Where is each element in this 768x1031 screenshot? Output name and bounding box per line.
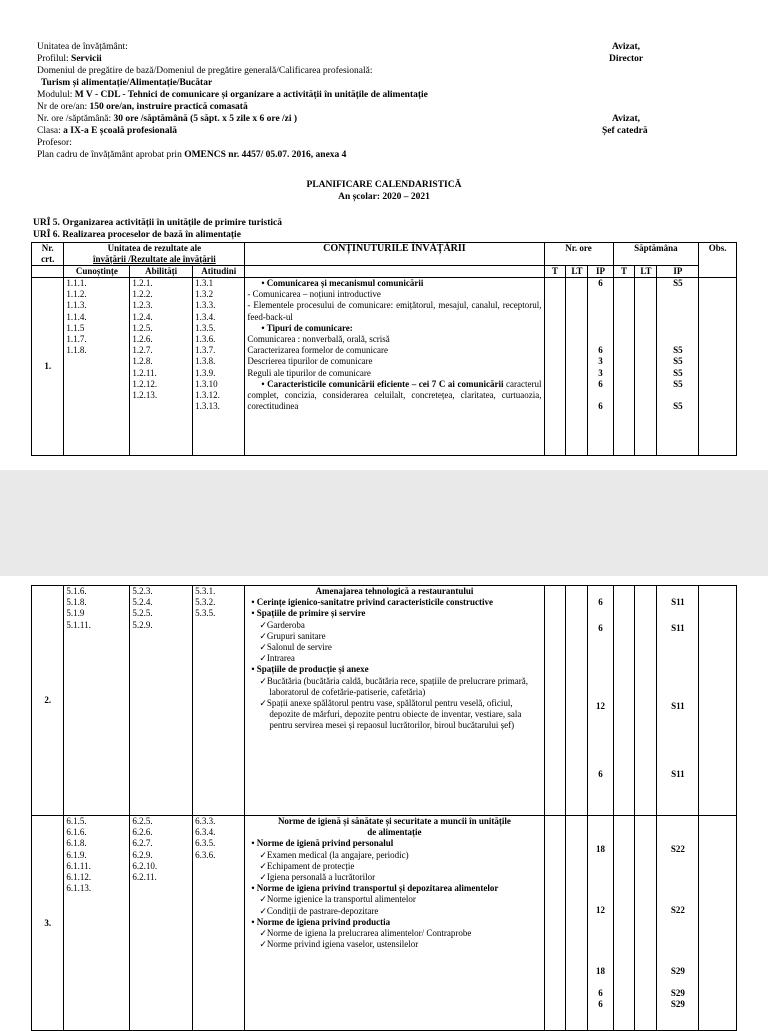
ip-cell (588, 586, 613, 816)
list-item: 6.3.6. (195, 849, 216, 860)
list-item: 6.1.5. (66, 816, 87, 826)
content-item: ✓ Grupuri sanitare (247, 631, 541, 642)
week-value: S5 (673, 401, 683, 412)
list-item: 1.1.7. (66, 334, 87, 345)
ip-value: 6 (598, 597, 603, 607)
list-item: 1.3.5. (195, 322, 216, 333)
row-number: 1. (32, 278, 64, 456)
list-item: 1.3.9. (195, 367, 216, 378)
list-item: 5.3.2. (195, 597, 216, 608)
t-cell (544, 816, 566, 1031)
continuturi-cell (245, 586, 544, 816)
obs-header: Obs. (699, 243, 737, 278)
list-item: 5.2.4. (132, 597, 153, 608)
ore-an-label: Nr de ore/an: (37, 102, 88, 112)
content-heading: • Norme de igiena privind transportul și depozitarea alimentelor (247, 883, 541, 894)
t-week-cell (613, 816, 635, 1031)
list-item: 1.3.4. (195, 311, 216, 322)
list-item: 6.2.11. (132, 872, 157, 883)
director-label: Director (609, 54, 644, 64)
sef-catedra-label: Șef catedră (602, 126, 648, 136)
list-item: 6.2.10. (132, 860, 158, 871)
week-value: S11 (671, 597, 685, 607)
list-item: 6.2.5. (132, 816, 153, 826)
cunostinte-list (64, 586, 130, 816)
list-item: 1.2.7. (132, 345, 153, 356)
profesor-label: Profesor: (37, 138, 72, 148)
list-item: 5.1.8. (66, 597, 87, 608)
list-item: 1.2.1. (132, 278, 153, 288)
list-item: 1.3.2 (195, 289, 214, 300)
clasa-value: a IX-a E școală profesională (63, 126, 177, 136)
content-item: ✓ Bucătăria (bucătăria caldă, bucătăria rece, spațiile de prelucrare primară, laboratorul de cofetărie-patiserie, cafetăria) (247, 676, 541, 698)
obs-cell (699, 278, 737, 456)
content-line: - Comunicarea – noțiuni introductive (247, 289, 381, 300)
content-heading: • Norme de igienă privind personalul (247, 838, 541, 849)
content-heading: • Tipuri de comunicare: (247, 323, 541, 334)
unitatea-label: Unitatea de învățământ: (37, 42, 128, 52)
empty-cell (32, 266, 64, 278)
content-text: caracterul complet, concizia, considerarea celuilalt, concretețea, claritatea, curtuaozia, corectitudinea (247, 378, 542, 412)
ip-value: 3 (598, 367, 603, 378)
content-line: Descrierea tipurilor de comunicare (247, 356, 373, 367)
modul-line (37, 90, 428, 100)
ip-value: 6 (598, 401, 603, 412)
content-item: ✓ Igiena personală a lucrătorilor (247, 872, 541, 883)
week-cell (657, 816, 699, 1031)
list-item: 5.3.1. (195, 586, 216, 596)
t-week-cell (613, 586, 635, 816)
crt-label: crt. (41, 254, 55, 264)
lt-cell (566, 586, 588, 816)
ore-sapt-line (37, 114, 297, 124)
list-item: 1.3.1 (195, 278, 214, 288)
ip-value: 12 (595, 905, 605, 916)
list-item: 5.2.9. (132, 619, 153, 630)
list-item: 1.1.4. (66, 311, 87, 322)
list-item: 5.1.11. (66, 619, 91, 630)
week-value: S11 (671, 701, 685, 712)
list-item: 1.2.12. (132, 378, 158, 389)
list-item: 1.2.6. (132, 334, 153, 345)
nr-crt-header (32, 243, 64, 266)
content-item: ✓ Norme de igiena la prelucrarea alimentelor/ Contraprobe (247, 928, 541, 939)
content-item: ✓ Norme igienice la transportul alimentelor (247, 894, 541, 905)
table-row (32, 816, 737, 1031)
continuturi-cell (245, 816, 544, 1031)
plan-line (37, 150, 346, 160)
lt-header: LT (635, 266, 657, 278)
week-value: S11 (671, 768, 685, 779)
table-row (32, 278, 737, 456)
cunostinte-list (64, 278, 130, 456)
ore-an-value: 150 ore/an, instruire practică comasată (89, 102, 248, 112)
week-value: S5 (673, 356, 683, 367)
list-item: 1.1.1. (66, 278, 87, 288)
ip-value: 6 (598, 623, 603, 634)
list-item: 6.1.9. (66, 849, 87, 860)
atitudini-list (193, 586, 245, 816)
content-heading: • Spațiile de producție și anexe (247, 664, 541, 675)
profil-line (37, 54, 102, 64)
atitudini-list (193, 816, 245, 1031)
list-item: 1.2.13. (132, 390, 158, 401)
list-item: 6.1.13. (66, 883, 92, 894)
ip-header: IP (657, 266, 699, 278)
clasa-line (37, 126, 177, 136)
section-title: Amenajarea tehnologică a restaurantului (315, 586, 474, 596)
plan-label: Plan cadru de învățământ aprobat prin (37, 150, 182, 160)
ore-sapt-label: Nr. ore /săptămână: (37, 114, 112, 124)
content-line: Caracterizarea formelor de comunicare (247, 345, 389, 356)
list-item: 6.2.6. (132, 827, 153, 838)
abilitati-header: Abilități (130, 266, 193, 278)
empty-cell (245, 266, 544, 278)
list-item: 1.2.11. (132, 367, 157, 378)
list-item: 6.2.7. (132, 838, 153, 849)
nr-label: Nr. (41, 243, 54, 253)
week-value: S29 (670, 998, 685, 1009)
list-item: 1.3.6. (195, 334, 216, 345)
list-item: 1.2.3. (132, 300, 153, 311)
ip-value: 6 (598, 278, 603, 288)
school-year: An școlar: 2020 – 2021 (338, 192, 430, 202)
clasa-label: Clasa: (37, 126, 61, 136)
list-item: 6.3.3. (195, 816, 216, 826)
content-item: ✓ Spații anexe spălătorul pentru vase, spălătorul pentru veselă, oficiul, depozite de mărfuri, depozite pentru obiecte de inventar, vestiare, sala pentru servirea mesei și repaosul lucrătorilor, biroul bucătarului șef) (247, 698, 541, 732)
ip-value: 6 (598, 987, 603, 998)
list-item: 6.3.5. (195, 838, 216, 849)
list-item: 1.1.8. (66, 345, 87, 356)
list-item: 1.1.5 (66, 322, 85, 333)
list-item: 6.1.12. (66, 872, 92, 883)
uri6-heading: URÎ 6. Realizarea proceselor de bază în alimentație (33, 230, 241, 240)
ip-value: 6 (598, 998, 603, 1009)
content-line: Comunicarea : nonverbală, orală, scrisă (247, 334, 390, 345)
content-item: ✓ Condiții de pastrare-depozitare (247, 906, 541, 917)
content-line (247, 379, 541, 413)
atitudini-header: Atitudini (193, 266, 245, 278)
list-item: 1.3.13. (195, 401, 220, 412)
modul-value: M V - CDL - Tehnici de comunicare și organizare a activității în unitățile de alimentație (74, 90, 428, 100)
ip-cell (588, 278, 613, 456)
lt-cell (566, 816, 588, 1031)
week-value: S5 (673, 378, 683, 389)
list-item: 5.1.6. (66, 586, 87, 596)
obs-cell (699, 816, 737, 1031)
week-value: S5 (673, 367, 683, 378)
content-item: ✓ Salonul de servire (247, 642, 541, 653)
lt-header: LT (566, 266, 588, 278)
ip-value: 6 (598, 768, 603, 779)
week-cell (657, 586, 699, 816)
list-item: 1.3.12. (195, 390, 220, 401)
table-row (32, 586, 737, 816)
abilitati-list (130, 278, 193, 456)
avizat-director: Avizat, (612, 42, 641, 52)
list-item: 5.3.5. (195, 608, 216, 619)
content-item: ✓ Echipament de protecție (247, 861, 541, 872)
plan-value: OMENCS nr. 4457/ 05.07. 2016, anexa 4 (184, 150, 347, 160)
week-value: S29 (670, 987, 685, 998)
t-header: T (613, 266, 635, 278)
ip-value: 18 (595, 966, 605, 977)
list-item: 5.2.3. (132, 586, 153, 596)
page-title: PLANIFICARE CALENDARISTICĂ (306, 180, 462, 190)
ore-an-line (37, 102, 248, 112)
list-item: 1.3.8. (195, 356, 216, 367)
list-item: 1.1.2. (66, 289, 87, 300)
content-heading: • Norme de igiena privind productia (247, 917, 541, 928)
list-item: 1.3.10 (195, 378, 218, 389)
t-week-cell (613, 278, 635, 456)
ip-cell (588, 816, 613, 1031)
list-item: 1.2.2. (132, 289, 153, 300)
week-value: S29 (670, 966, 685, 977)
saptamana-header: Săptămâna (613, 243, 699, 266)
list-item: 6.1.8. (66, 838, 87, 849)
list-item: 1.1.3. (66, 300, 87, 311)
list-item: 1.3.7. (195, 345, 216, 356)
domeniul-value: Turism și alimentație/Alimentație/Bucătar (41, 78, 213, 88)
list-item: 6.3.4. (195, 827, 216, 838)
content-item: ✓ Examen medical (la angajare, periodic) (247, 850, 541, 861)
abilitati-list (130, 816, 193, 1031)
profil-label: Profilul: (37, 54, 69, 64)
week-value: S5 (673, 278, 683, 288)
t-cell (544, 586, 566, 816)
content-item: ✓ Garderoba (247, 620, 541, 631)
planning-table-1 (31, 242, 737, 456)
list-item: 6.2.9. (132, 849, 153, 860)
row-number: 3. (32, 816, 64, 1031)
week-value: S11 (671, 623, 685, 634)
content-line: - Elementele procesului de comunicare: emițătorul, mesajul, canalul, receptorul, feed-back-ul (247, 300, 542, 322)
list-item: 1.2.8. (132, 356, 153, 367)
avizat-sef: Avizat, (612, 114, 641, 124)
domeniul-label: Domeniul de pregătire de bază/Domeniul de pregătire generală/Calificarea profesională: (37, 66, 373, 76)
content-item: ✓ Intrarea (247, 653, 541, 664)
obs-cell (699, 586, 737, 816)
t-cell (544, 278, 566, 456)
list-item: 1.2.4. (132, 311, 153, 322)
ip-value: 18 (595, 844, 605, 854)
content-heading: • Caracteristicile comunicării eficiente – cei 7 C ai comunicării (247, 379, 503, 389)
atitudini-list (193, 278, 245, 456)
lt-week-cell (635, 816, 657, 1031)
abilitati-list (130, 586, 193, 816)
section-title: Norme de igienă și sănătate și securitate a muncii în unitățile de alimentație (277, 816, 511, 838)
ip-value: 6 (598, 345, 603, 356)
list-item: 6.1.11. (66, 860, 91, 871)
profil-value: Servicii (71, 54, 102, 64)
list-item: 6.1.6. (66, 827, 87, 838)
content-line: Reguli ale tipurilor de comunicare (247, 367, 371, 378)
week-value: S22 (670, 844, 685, 854)
week-cell (657, 278, 699, 456)
ip-header: IP (588, 266, 613, 278)
list-item: 1.2.5. (132, 322, 153, 333)
lt-week-cell (635, 586, 657, 816)
ip-value: 6 (598, 378, 603, 389)
unitatea-line2: învățării /Rezultate ale învățării (93, 254, 216, 264)
page-break (0, 470, 768, 576)
uri5-heading: URÎ 5. Organizarea activității în unitățile de primire turistică (33, 218, 282, 228)
list-item: 5.2.5. (132, 608, 153, 619)
continuturi-header: CONȚINUTURILE ÎNVĂȚĂRII (245, 243, 544, 266)
content-item: ✓ Norme privind igiena vaselor, ustensilelor (247, 939, 541, 950)
list-item: 1.3.3. (195, 300, 216, 311)
lt-week-cell (635, 278, 657, 456)
ore-sapt-value: 30 ore /săptămână (5 săpt. x 5 zile x 6 ore /zi ) (113, 114, 298, 124)
content-heading: • Comunicarea și mecanismul comunicării (247, 278, 541, 289)
cunostinte-header: Cunoștințe (64, 266, 130, 278)
content-heading: • Cerințe igienico-sanitatre privind caracteristicile constructive (247, 597, 541, 608)
lt-cell (566, 278, 588, 456)
modul-label: Modulul: (37, 90, 73, 100)
planning-table-2 (31, 585, 737, 1031)
nr-ore-header: Nr. ore (544, 243, 613, 266)
continuturi-cell (245, 278, 544, 456)
week-value: S22 (670, 905, 685, 916)
list-item: 5.1.9 (66, 608, 85, 619)
t-header: T (544, 266, 566, 278)
cunostinte-list (64, 816, 130, 1031)
unitatea-line1: Unitatea de rezultate ale (107, 243, 202, 253)
ip-value: 12 (595, 701, 605, 712)
week-value: S5 (673, 345, 683, 356)
ip-value: 3 (598, 356, 603, 367)
content-heading: • Spațiile de primire și servire (247, 608, 541, 619)
unitatea-header (64, 243, 245, 266)
row-number: 2. (32, 586, 64, 816)
